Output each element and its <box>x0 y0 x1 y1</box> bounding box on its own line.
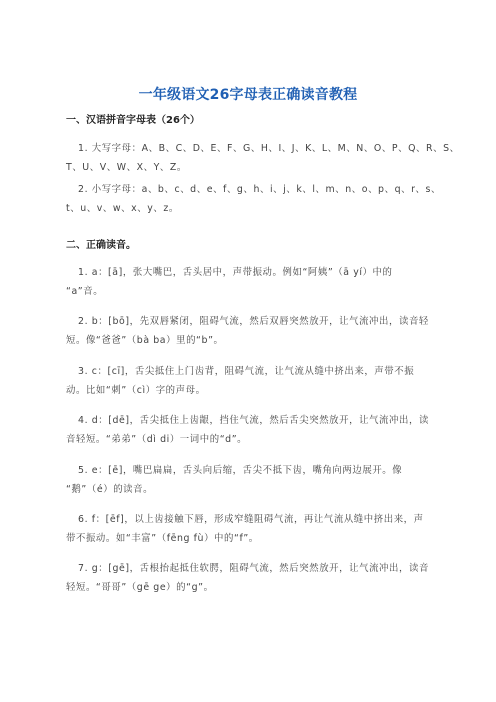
paragraph-line: 4. d：[dē]，舌尖抵住上齿龈，挡住气流，然后舌尖突然放开，让气流冲出，读 <box>78 415 429 426</box>
paragraph-letter-b <box>66 312 436 350</box>
paragraph-line: “鹅”（é）的读音。 <box>66 484 154 495</box>
paragraph-letter-a <box>66 263 436 301</box>
paragraph-line: 6. f：[ēf]，以上齿接触下唇，形成窄缝阻碍气流，再让气流从缝中挤出来，声 <box>78 514 424 525</box>
paragraph-line: 5. e：[ē]，嘴巴扁扁，舌头向后缩，舌尖不抵下齿，嘴角向两边展开。像 <box>78 465 403 476</box>
paragraph-letter-g <box>66 559 436 597</box>
paragraph-line: T、U、V、W、X、Y、Z。 <box>66 162 187 173</box>
paragraph-line: 7. g：[gē]，舌根抬起抵住软腭，阻碍气流，然后突然放开，让气流冲出，读音 <box>78 563 429 574</box>
paragraph-line: 短。像“爸爸”（bà ba）里的“b”。 <box>66 335 224 346</box>
paragraph-uppercase <box>66 139 460 177</box>
paragraph-line: 1. 大写字母：A、B、C、D、E、F、G、H、I、J、K、L、M、N、O、P、Q、R、S、 <box>78 143 460 154</box>
paragraph-line: 音轻短。“弟弟”（dì di）一词中的“d”。 <box>66 434 248 445</box>
paragraph-line: 1. a：[ā]，张大嘴巴，舌头居中，声带振动。例如“阿姨”（ā yí）中的 <box>78 267 393 278</box>
paragraph-line: 带不振动。如“丰富”（fēng fù）中的“f”。 <box>66 533 259 544</box>
paragraph-line: 轻短。“哥哥”（gē ge）的“g”。 <box>66 582 214 593</box>
paragraph-line: t、u、v、w、x、y、z。 <box>66 203 179 214</box>
document-title: 一年级语文26字母表正确读音教程 <box>138 87 358 103</box>
paragraph-line: 动。比如“刺”（cì）字的声母。 <box>66 385 206 396</box>
paragraph-letter-d <box>66 411 436 449</box>
paragraph-line: 2. 小写字母：a、b、c、d、e、f、g、h、i、j、k、l、m、n、o、p、q、r、s、 <box>78 184 441 195</box>
paragraph-letter-e <box>66 461 436 499</box>
paragraph-letter-f <box>66 510 436 548</box>
section-heading-alphabet: 一、汉语拼音字母表（26个） <box>66 115 200 126</box>
paragraph-line: 3. c：[cī]，舌尖抵住上门齿背，阻碍气流，让气流从缝中挤出来，声带不振 <box>78 366 415 377</box>
paragraph-line: 2. b：[bō]，先双唇紧闭，阻碍气流，然后双唇突然放开，让气流冲出，读音轻 <box>78 316 429 327</box>
paragraph-line: “a”音。 <box>66 286 104 297</box>
paragraph-letter-c <box>66 362 436 400</box>
paragraph-lowercase <box>66 180 441 218</box>
section-heading-pronunciation: 二、正确读音。 <box>66 240 136 251</box>
